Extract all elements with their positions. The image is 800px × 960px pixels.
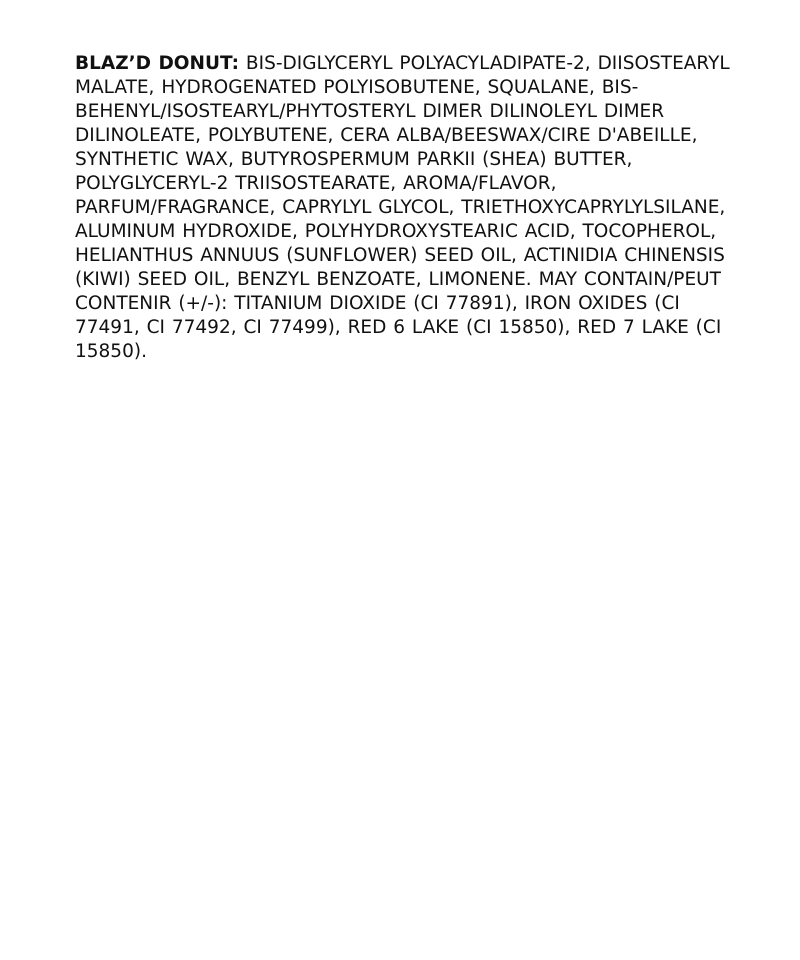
ingredients-list: BIS-DIGLYCERYL POLYACYLADIPATE-2, DIISOSTEARYL MALATE, HYDROGENATED POLYISOBUTENE, SQUALANE, BIS-BEHENYL/ISOSTEARYL/PHYTOSTERYL DIMER DILINOLEYL DIMER DILINOLEATE, POLYBUTENE, CERA ALBA/BEESWAX/CIRE D'ABEILLE, SYNTHETIC WAX, BUTYROSPERMUM PARKII (SHEA) BUTTER, POLYGLYCERYL-2 TRIISOSTEARATE, AROMA/FLAVOR, PARFUM/FRAGRANCE, CAPRYLYL GLYCOL, TRIETHOXYCAPRYLYLSILANE, ALUMINUM HYDROXIDE, POLYHYDROXYSTEARIC ACID, TOCOPHEROL, HELIANTHUS ANNUUS (SUNFLOWER) SEED OIL, ACTINIDIA CHINENSIS (KIWI) SEED OIL, BENZYL BENZOATE, LIMONENE. MAY CONTAIN/PEUT CONTENIR (+/-): TITANIUM DIOXIDE (CI 77891), IRON OXIDES (CI 77491, CI 77492, CI 77499), RED 6 LAKE (CI 15850), RED 7 LAKE (CI 15850). [75, 53, 730, 362]
shade-label: BLAZ’D DONUT: [75, 53, 240, 74]
ingredients-paragraph [75, 52, 735, 364]
